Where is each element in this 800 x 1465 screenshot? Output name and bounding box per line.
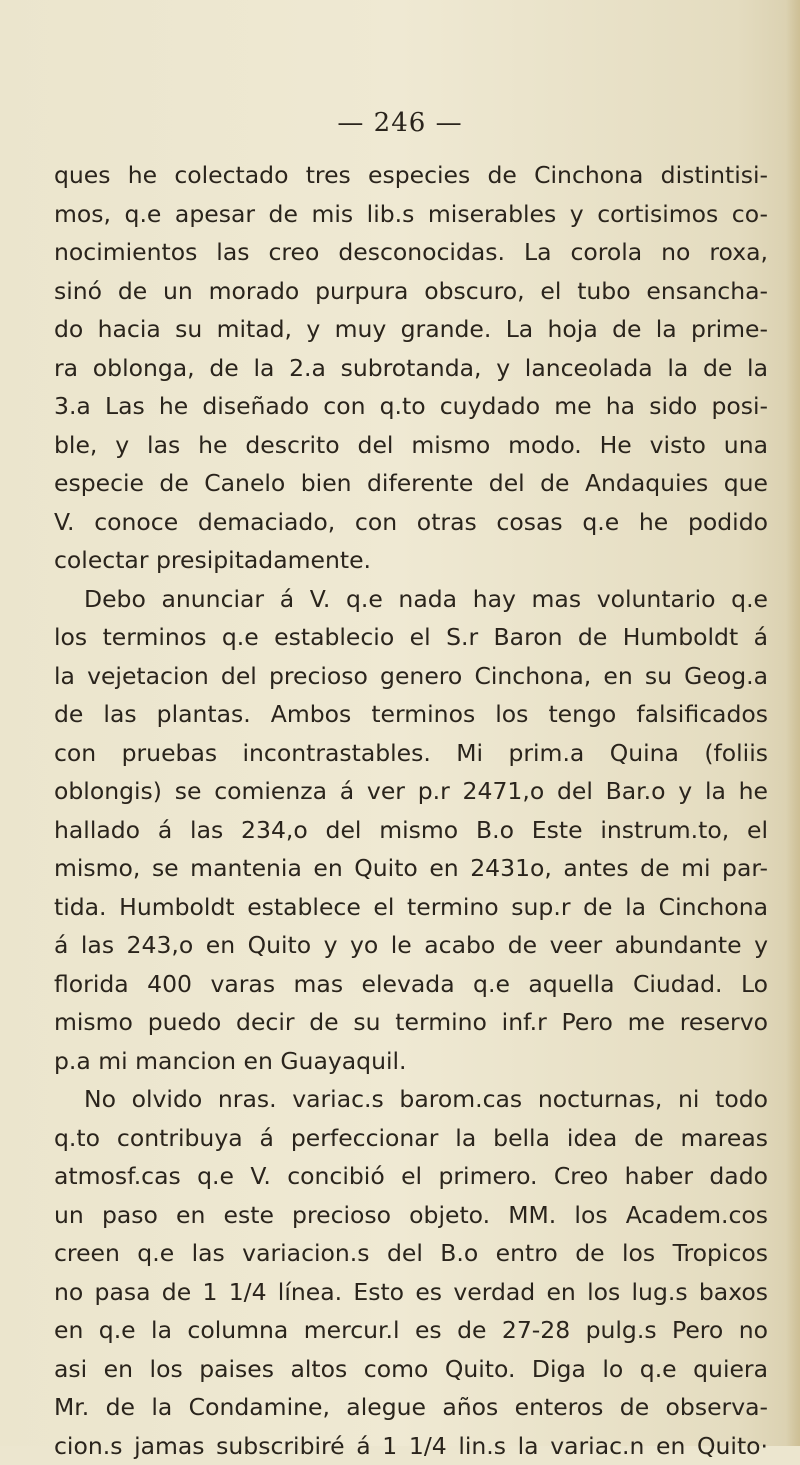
text-line: nocimientos las creo desconocidas. La corola no roxa, — [54, 233, 768, 272]
page-edge-shadow — [786, 0, 800, 1446]
text-line: colectar presipitadamente. — [54, 541, 768, 580]
text-line: mos, q.e apesar de mis lib.s miserables y cortisimos co- — [54, 195, 768, 234]
text-line: oblongis) se comienza á ver p.r 2471,o del Bar.o y la he — [54, 772, 768, 811]
text-line: V. conoce demaciado, con otras cosas q.e he podido — [54, 503, 768, 542]
text-line: cion.s jamas subscribiré á 1 1/4 lin.s la variac.n en Quito· — [54, 1427, 768, 1465]
text-line: á las 243,o en Quito y yo le acabo de veer abundante y — [54, 926, 768, 965]
text-line: florida 400 varas mas elevada q.e aquella Ciudad. Lo — [54, 965, 768, 1004]
text-line: do hacia su mitad, y muy grande. La hoja de la prime- — [54, 310, 768, 349]
text-line: creen q.e las variacion.s del B.o entro de los Tropicos — [54, 1234, 768, 1273]
text-line: q.to contribuya á perfeccionar la bella idea de mareas — [54, 1119, 768, 1158]
text-line: ques he colectado tres especies de Cinchona distintisi- — [54, 156, 768, 195]
body-text — [54, 156, 768, 1465]
text-line: ra oblonga, de la 2.a subrotanda, y lanceolada la de la — [54, 349, 768, 388]
text-line: no pasa de 1 1/4 línea. Esto es verdad en los lug.s baxos — [54, 1273, 768, 1312]
text-line: atmosf.cas q.e V. concibió el primero. Creo haber dado — [54, 1157, 768, 1196]
text-line: de las plantas. Ambos terminos los tengo falsificados — [54, 695, 768, 734]
text-line: especie de Canelo bien diferente del de Andaquies que — [54, 464, 768, 503]
text-line: asi en los paises altos como Quito. Diga lo q.e quiera — [54, 1350, 768, 1389]
text-line: la vejetacion del precioso genero Cinchona, en su Geog.a — [54, 657, 768, 696]
text-line: en q.e la columna mercur.l es de 27-28 pulg.s Pero no — [54, 1311, 768, 1350]
text-line: 3.a Las he diseñado con q.to cuydado me ha sido posi- — [54, 387, 768, 426]
page-number-header: — 246 — — [0, 108, 800, 138]
text-line: p.a mi mancion en Guayaquil. — [54, 1042, 768, 1081]
text-line: los terminos q.e establecio el S.r Baron de Humboldt á — [54, 618, 768, 657]
text-line: mismo, se mantenia en Quito en 2431o, antes de mi par- — [54, 849, 768, 888]
text-line: un paso en este precioso objeto. MM. los Academ.cos — [54, 1196, 768, 1235]
text-line: hallado á las 234,o del mismo B.o Este instrum.to, el — [54, 811, 768, 850]
text-line: No olvido nras. variac.s barom.cas nocturnas, ni todo — [54, 1080, 768, 1119]
text-line: sinó de un morado purpura obscuro, el tubo ensancha- — [54, 272, 768, 311]
text-line: Debo anunciar á V. q.e nada hay mas voluntario q.e — [54, 580, 768, 619]
text-line: con pruebas incontrastables. Mi prim.a Quina (foliis — [54, 734, 768, 773]
text-line: ble, y las he descrito del mismo modo. He visto una — [54, 426, 768, 465]
text-line: Mr. de la Condamine, alegue años enteros de observa- — [54, 1388, 768, 1427]
text-line: mismo puedo decir de su termino inf.r Pero me reservo — [54, 1003, 768, 1042]
text-line: tida. Humboldt establece el termino sup.r de la Cinchona — [54, 888, 768, 927]
